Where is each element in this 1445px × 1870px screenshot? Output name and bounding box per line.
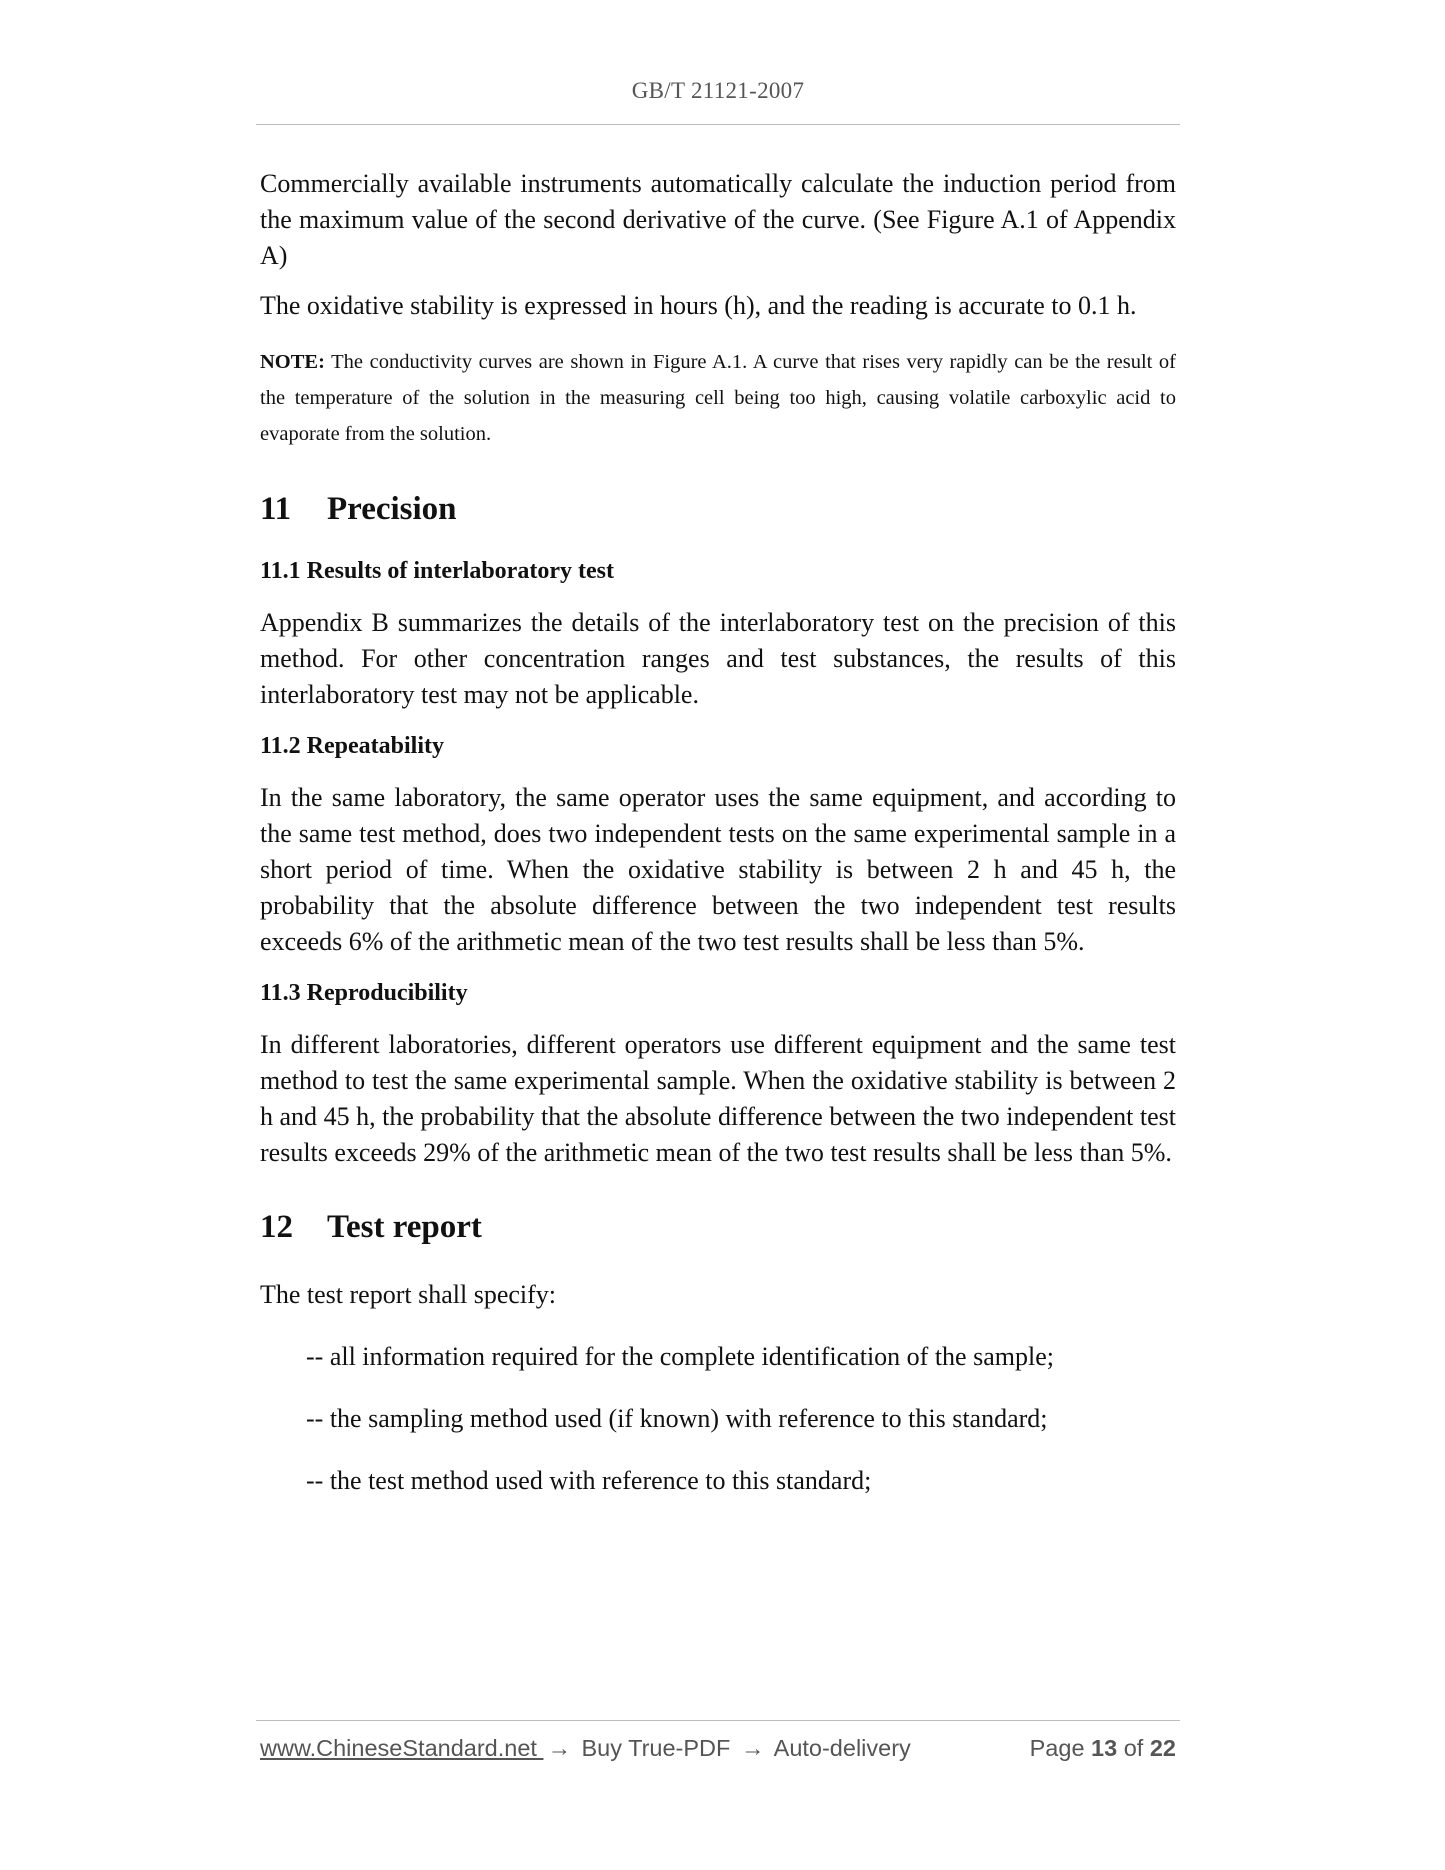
section-12-heading [260,1207,1176,1247]
total-pages: 22 [1149,1735,1176,1761]
page-content [260,166,1176,1499]
page-indicator [1030,1730,1176,1766]
section-11-number: 11 [260,491,292,527]
buy-pdf-text: Buy True-PDF [574,1735,737,1761]
page-footer [260,1730,1176,1766]
of-word: of [1117,1735,1150,1761]
auto-delivery-text: Auto-delivery [768,1735,911,1761]
page-number: 13 [1091,1735,1118,1761]
subsection-11-2-text: In the same laboratory, the same operator uses the same equipment, and according to the same test method, does two independent tests on the same experimental sample in a short period of time. When the oxidative stability is between 2 h and 45 h, the probability that the absolute difference between the two independent test results exceeds 6% of the arithmetic mean of the two test results shall be less than 5%. [260,783,1176,956]
header-divider [256,124,1180,125]
test-report-intro: The test report shall specify: [260,1280,557,1309]
induction-paragraph: Commercially available instruments automatically calculate the induction period from the maximum value of the second derivative of the curve. (See Figure A.1 of Appendix A) [260,169,1176,270]
section-11-title: Precision [327,491,457,527]
arrow-right-icon: → [740,1735,765,1761]
site-link[interactable]: www.ChineseStandard.net [260,1735,544,1761]
note-text: The conductivity curves are shown in Figure A.1. A curve that rises very rapidly can be the result of the temperature of the solution in the measuring cell being too high, causing volatile carboxylic acid to evaporate from the solution. [260,351,1176,445]
subsection-11-1-text: Appendix B summarizes the details of the interlaboratory test on the precision of this method. For other concentration ranges and test substances, the results of this interlaboratory test may not be applicable. [260,608,1176,709]
footer-divider [256,1720,1180,1721]
page-header: GB/T 21121-2007 [631,78,805,103]
note-paragraph [260,344,1176,452]
arrow-right-icon: → [547,1735,571,1761]
list-item: -- the sampling method used (if known) with reference to this standard; [306,1404,1048,1433]
list-item: -- the test method used with reference to this standard; [306,1466,872,1495]
subsection-11-3-heading: 11.3 Reproducibility [260,980,468,1006]
footer-left [260,1730,911,1766]
section-11-heading [260,489,1176,529]
section-12-title: Test report [327,1209,482,1245]
stability-paragraph: The oxidative stability is expressed in hours (h), and the reading is accurate to 0.1 h. [260,291,1137,320]
subsection-11-1-heading: 11.1 Results of interlaboratory test [260,558,614,584]
list-item: -- all information required for the complete identification of the sample; [306,1342,1054,1371]
page-word: Page [1029,1735,1092,1761]
subsection-11-3-text: In different laboratories, different operators use different equipment and the same test method to test the same experimental sample. When the oxidative stability is between 2 h and 45 h, the probability that the absolute difference between the two independent test results exceeds 29% of the arithmetic mean of the two test results shall be less than 5%. [260,1030,1176,1167]
note-label: NOTE: [260,351,325,373]
section-12-number: 12 [260,1209,293,1245]
subsection-11-2-heading: 11.2 Repeatability [260,733,444,759]
